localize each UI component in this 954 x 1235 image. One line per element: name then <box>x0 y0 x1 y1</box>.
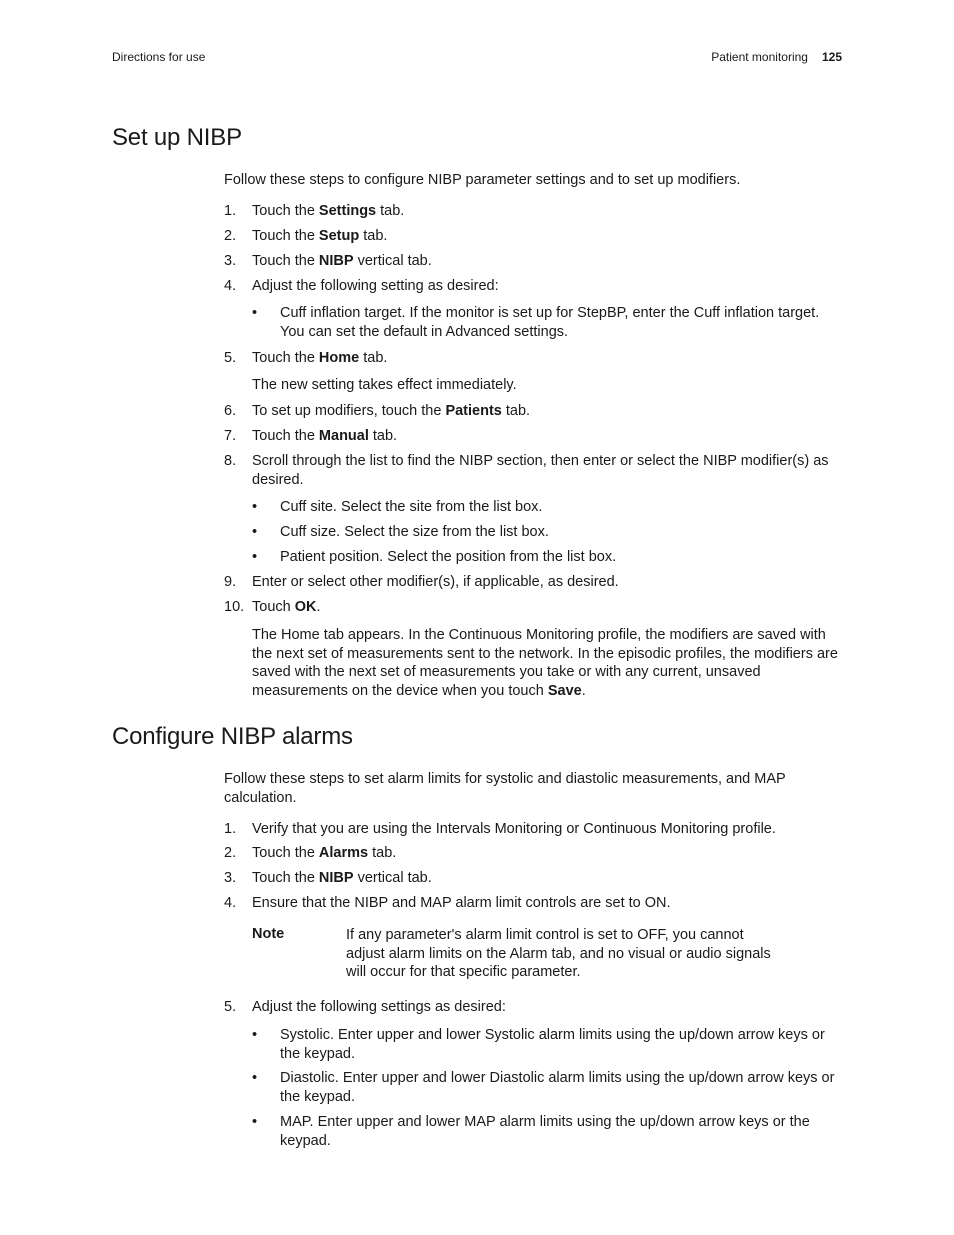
step-text: Touch the <box>252 253 319 269</box>
set-up-step-8-bullet <box>252 498 844 517</box>
page-number: 125 <box>821 50 842 64</box>
step-text: Verify that you are using the Intervals Monitoring or Continuous Monitoring profile. <box>252 821 776 837</box>
step-text: Touch the <box>252 350 319 366</box>
note-label: Note <box>252 926 285 942</box>
ui-term: Setup <box>318 228 360 244</box>
set-up-step-5 <box>224 349 844 368</box>
alarms-step-5-bullet <box>252 1026 844 1063</box>
step-number: 4. <box>224 895 237 911</box>
bullet-glyph: • <box>252 499 258 515</box>
note-text: . <box>581 682 586 699</box>
set-up-intro: Follow these steps to configure NIBP parameter settings and to set up modifiers. <box>224 172 741 188</box>
alarms-intro: Follow these steps to set alarm limits for systolic and diastolic measurements, and MAP calculation. <box>224 771 786 806</box>
ui-term: Patients <box>445 403 502 419</box>
step-number: 1. <box>224 203 237 219</box>
step-number: 3. <box>224 253 237 269</box>
step-number: 1. <box>224 821 237 837</box>
step-text: tab. <box>368 428 398 444</box>
bullet-text: Cuff site. Select the site from the list box. <box>280 499 543 515</box>
step-text: Adjust the following settings as desired: <box>252 999 506 1015</box>
set-up-step-1 <box>224 202 844 221</box>
step-number: 4. <box>224 278 237 294</box>
set-up-step-8-bullet <box>252 523 844 542</box>
alarms-step-2 <box>224 844 844 863</box>
bullet-glyph: • <box>252 305 258 321</box>
ui-term: OK <box>294 599 317 615</box>
bullet-text: MAP. Enter upper and lower MAP alarm limits using the up/down arrow keys or the keypad. <box>280 1114 810 1149</box>
step-text: Touch the <box>252 870 319 886</box>
step-text: tab. <box>501 403 531 419</box>
bullet-glyph: • <box>252 524 258 540</box>
step-text: . <box>316 599 321 615</box>
step-text: Scroll through the list to find the NIBP section, then enter or select the NIBP modifier(s) as desired. <box>252 453 829 488</box>
section-title-set-up-nibp: Set up NIBP <box>112 124 242 151</box>
step-text: Touch the <box>252 845 319 861</box>
bullet-glyph: • <box>252 549 258 565</box>
step-number: 9. <box>224 574 237 590</box>
note-text: If any parameter's alarm limit control is set to OFF, you cannot adjust alarm limits on the Alarm tab, and no visual or audio signals will occur for that specific parameter. <box>346 927 771 980</box>
ui-term: NIBP <box>318 253 354 269</box>
bullet-text: Cuff inflation target. If the monitor is set up for StepBP, enter the Cuff inflation target. You can set the default in Advanced settings. <box>280 305 820 340</box>
step-text: Adjust the following setting as desired: <box>252 278 499 294</box>
step-text: tab. <box>359 350 388 366</box>
step-text: tab. <box>368 845 397 861</box>
set-up-step-5-note: The new setting takes effect immediately. <box>252 377 517 393</box>
running-header-right <box>711 50 842 64</box>
set-up-step-9 <box>224 573 844 592</box>
ui-term: Home <box>318 350 360 366</box>
bullet-text: Patient position. Select the position from the list box. <box>280 549 617 565</box>
set-up-step-10-note <box>252 626 844 700</box>
alarms-step-4 <box>224 894 844 913</box>
ui-term: NIBP <box>318 870 354 886</box>
alarms-step-5 <box>224 998 844 1017</box>
set-up-step-4 <box>224 277 844 296</box>
step-text: vertical tab. <box>353 253 432 269</box>
alarms-step-1 <box>224 820 844 839</box>
step-number: 6. <box>224 403 237 419</box>
alarms-step-5-bullet <box>252 1113 844 1150</box>
set-up-step-10 <box>224 598 844 617</box>
step-text: tab. <box>376 203 405 219</box>
step-text: Touch the <box>252 428 319 444</box>
section-title-configure-alarms: Configure NIBP alarms <box>112 723 353 750</box>
bullet-glyph: • <box>252 1070 258 1086</box>
step-text: vertical tab. <box>353 870 432 886</box>
ui-term: Settings <box>318 203 377 219</box>
step-text: Enter or select other modifier(s), if applicable, as desired. <box>252 574 619 590</box>
step-text: Ensure that the NIBP and MAP alarm limit controls are set to ON. <box>252 895 671 911</box>
alarms-step-3 <box>224 869 844 888</box>
step-number: 2. <box>224 845 237 861</box>
running-header-left: Directions for use <box>112 50 206 64</box>
set-up-step-6 <box>224 402 844 421</box>
step-text: To set up modifiers, touch the <box>252 403 446 419</box>
bullet-text: Diastolic. Enter upper and lower Diastolic alarm limits using the up/down arrow keys or the keypad. <box>280 1070 835 1105</box>
ui-term: Alarms <box>318 845 369 861</box>
alarms-step-5-bullet <box>252 1069 844 1106</box>
step-number: 8. <box>224 453 237 469</box>
step-number: 10. <box>224 599 245 615</box>
step-number: 5. <box>224 350 237 366</box>
set-up-step-4-bullet <box>252 304 844 341</box>
set-up-step-8-bullet <box>252 548 844 567</box>
step-number: 3. <box>224 870 237 886</box>
set-up-step-2 <box>224 227 844 246</box>
running-header-section: Patient monitoring <box>711 50 808 64</box>
bullet-text: Systolic. Enter upper and lower Systolic alarm limits using the up/down arrow keys or the keypad. <box>280 1027 825 1062</box>
bullet-text: Cuff size. Select the size from the list box. <box>280 524 549 540</box>
ui-term: Manual <box>318 428 369 444</box>
step-text: Touch the <box>252 203 319 219</box>
bullet-glyph: • <box>252 1027 258 1043</box>
note-text: The Home tab appears. In the Continuous Monitoring profile, the modifiers are saved with the next set of measurements sent to the network. In the episodic profiles, the modifiers are saved with the next set of measurements you take or with any current, unsaved measurements on the device when you touch <box>252 627 838 699</box>
set-up-step-3 <box>224 252 844 271</box>
step-number: 5. <box>224 999 237 1015</box>
step-number: 7. <box>224 428 237 444</box>
set-up-step-7 <box>224 427 844 446</box>
set-up-step-8 <box>224 452 844 489</box>
step-text: Touch the <box>252 228 319 244</box>
step-number: 2. <box>224 228 237 244</box>
bullet-glyph: • <box>252 1114 258 1130</box>
ui-term: Save <box>547 682 582 699</box>
step-text: tab. <box>359 228 388 244</box>
step-text: Touch <box>252 599 295 615</box>
